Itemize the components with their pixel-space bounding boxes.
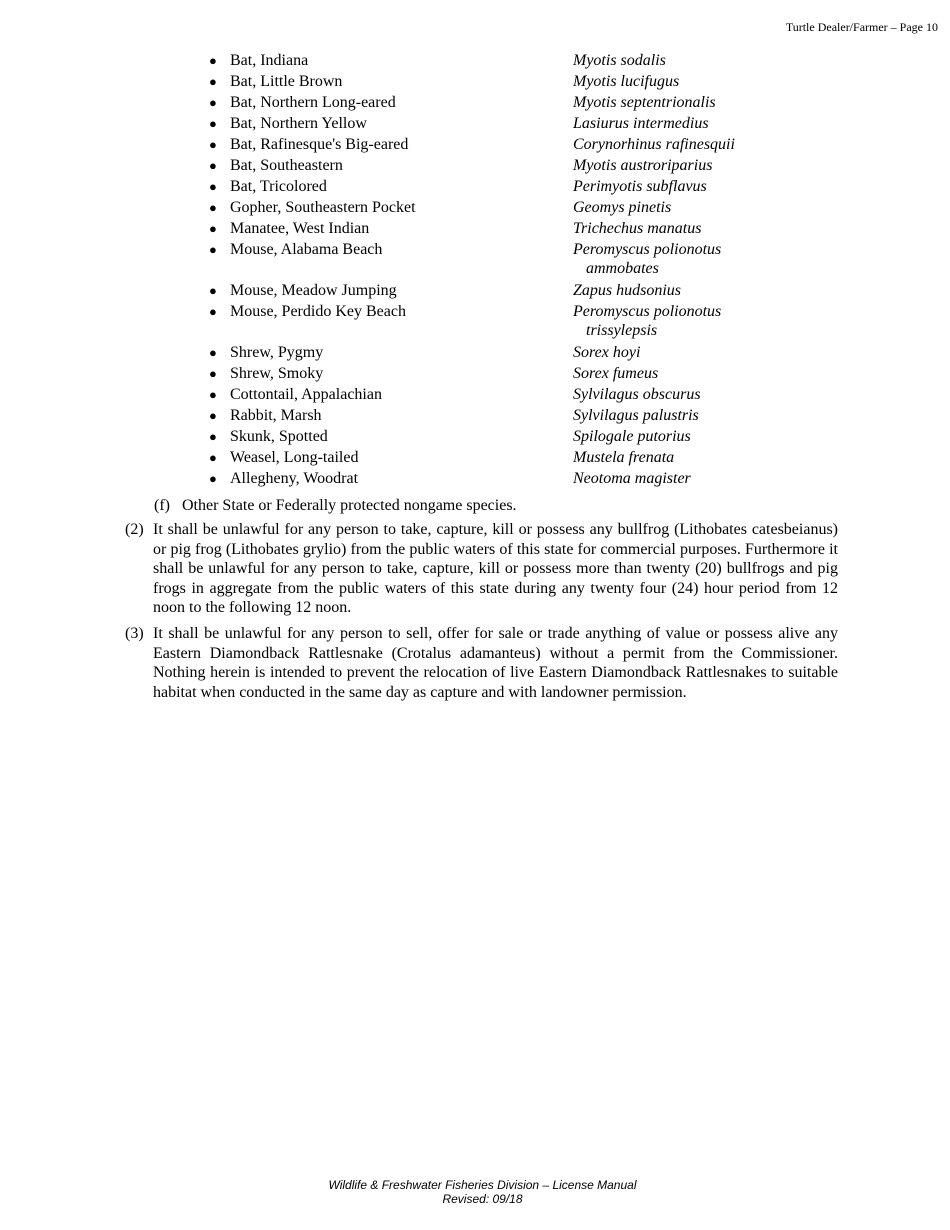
species-common-name: Mouse, Alabama Beach xyxy=(230,241,383,258)
scientific-name-part: Sorex hoyi xyxy=(573,344,641,361)
species-scientific-name xyxy=(573,114,773,133)
species-common-name: Allegheny, Woodrat xyxy=(230,470,359,487)
bullet-icon: ● xyxy=(209,429,217,444)
species-common-name: Bat, Tricolored xyxy=(230,178,327,195)
species-common-name: Shrew, Smoky xyxy=(230,365,324,382)
species-row xyxy=(209,156,829,175)
species-scientific-name xyxy=(573,219,773,238)
species-common-name: Bat, Little Brown xyxy=(230,73,343,90)
species-row xyxy=(209,51,829,70)
bullet-icon: ● xyxy=(209,53,217,68)
species-scientific-name xyxy=(573,156,773,175)
scientific-name-part: Trichechus manatus xyxy=(573,220,702,237)
species-scientific-name xyxy=(573,364,773,383)
bullet-icon: ● xyxy=(209,345,217,360)
bullet-icon: ● xyxy=(209,450,217,465)
bullet-icon: ● xyxy=(209,408,217,423)
species-common-name: Bat, Northern Yellow xyxy=(230,115,367,132)
bullet-icon: ● xyxy=(209,221,217,236)
species-common-name: Gopher, Southeastern Pocket xyxy=(230,199,416,216)
bullet-icon: ● xyxy=(209,283,217,298)
bullet-icon: ● xyxy=(209,242,217,257)
bullet-icon: ● xyxy=(209,116,217,131)
species-row xyxy=(209,469,829,488)
scientific-name-part: Lasiurus intermedius xyxy=(573,115,709,132)
species-row xyxy=(209,177,829,196)
species-row xyxy=(209,240,829,278)
species-scientific-name xyxy=(573,240,773,278)
species-row xyxy=(209,343,829,362)
species-row xyxy=(209,219,829,238)
paragraph-text: It shall be unlawful for any person to take, capture, kill or possess any bullfrog (Lithobates catesbeianus) or pig frog (Lithobates grylio) from the public waters of this state for commercial purposes. Furthermore it shall be unlawful for any person to take, capture, kill or possess more than twenty (20) bullfrogs and pig frogs in aggregate from the public waters of this state during any twenty four (24) hour period from 12 noon to the following 12 noon. xyxy=(153,521,838,616)
species-scientific-name xyxy=(573,177,773,196)
species-scientific-name xyxy=(573,72,773,91)
species-row xyxy=(209,281,829,300)
species-scientific-name xyxy=(573,93,773,112)
species-scientific-name xyxy=(573,469,773,488)
species-row xyxy=(209,93,829,112)
scientific-name-part: Myotis lucifugus xyxy=(573,73,680,90)
species-common-name: Mouse, Perdido Key Beach xyxy=(230,303,406,320)
species-row xyxy=(209,364,829,383)
scientific-name-part: Neotoma magister xyxy=(573,470,691,487)
scientific-name-part: Myotis septentrionalis xyxy=(573,94,716,111)
bullet-icon: ● xyxy=(209,158,217,173)
species-scientific-name xyxy=(573,343,773,362)
species-scientific-name xyxy=(573,448,773,467)
species-common-name: Bat, Southeastern xyxy=(230,157,343,174)
species-scientific-name xyxy=(573,302,773,340)
species-scientific-name xyxy=(573,427,773,446)
scientific-name-part: Zapus hudsonius xyxy=(573,282,682,299)
species-common-name: Manatee, West Indian xyxy=(230,220,370,237)
scientific-name-part: Peromyscus polionotus xyxy=(573,241,722,258)
scientific-name-part: Spilogale putorius xyxy=(573,428,691,445)
scientific-name-part: Mustela frenata xyxy=(573,449,675,466)
species-scientific-name xyxy=(573,198,773,217)
bullet-icon: ● xyxy=(209,304,217,319)
species-scientific-name xyxy=(573,406,773,425)
item-f-label: (f) xyxy=(154,497,170,514)
species-scientific-name xyxy=(573,135,773,154)
paragraph-2 xyxy=(125,520,838,618)
species-row xyxy=(209,406,829,425)
species-row xyxy=(209,448,829,467)
footer-title: Wildlife & Freshwater Fisheries Division – License Manual xyxy=(328,1178,637,1192)
species-common-name: Weasel, Long-tailed xyxy=(230,449,359,466)
species-row xyxy=(209,427,829,446)
scientific-name-part: Corynorhinus rafinesquii xyxy=(573,136,735,153)
scientific-name-part: Sylvilagus obscurus xyxy=(573,386,701,403)
species-row xyxy=(209,302,829,340)
species-scientific-name xyxy=(573,281,773,300)
scientific-name-part: Sylvilagus palustris xyxy=(573,407,699,424)
footer-revision: Revised: 09/18 xyxy=(442,1192,523,1206)
species-common-name: Shrew, Pygmy xyxy=(230,344,324,361)
item-f xyxy=(154,496,517,515)
scientific-name-part: Myotis sodalis xyxy=(573,52,666,69)
species-scientific-name xyxy=(573,51,773,70)
species-row xyxy=(209,114,829,133)
paragraph-number: (2) xyxy=(125,521,144,538)
item-f-text: Other State or Federally protected nongame species. xyxy=(182,497,517,514)
scientific-name-part: Perimyotis subflavus xyxy=(573,178,707,195)
bullet-icon: ● xyxy=(209,200,217,215)
paragraph-number: (3) xyxy=(125,625,144,642)
bullet-icon: ● xyxy=(209,387,217,402)
scientific-name-part: Peromyscus polionotus xyxy=(573,303,722,320)
bullet-icon: ● xyxy=(209,179,217,194)
species-common-name: Bat, Indiana xyxy=(230,52,309,69)
species-row xyxy=(209,198,829,217)
paragraph-text: It shall be unlawful for any person to sell, offer for sale or trade anything of value or possess alive any Eastern Diamondback Rattlesnake (Crotalus adamanteus) without a permit from the Commissioner. Nothing herein is intended to prevent the relocation of live Eastern Diamondback Rattlesnakes to suitable habitat when conducted in the same day as capture and with landowner permission. xyxy=(153,625,838,701)
bullet-icon: ● xyxy=(209,471,217,486)
paragraph-3 xyxy=(125,624,838,702)
scientific-name-part: Myotis austroriparius xyxy=(573,157,713,174)
page-header: Turtle Dealer/Farmer – Page 10 xyxy=(785,20,938,34)
bullet-icon: ● xyxy=(209,366,217,381)
bullet-icon: ● xyxy=(209,137,217,152)
species-common-name: Rabbit, Marsh xyxy=(230,407,322,424)
scientific-name-part: ammobates xyxy=(586,260,659,277)
species-common-name: Skunk, Spotted xyxy=(230,428,328,445)
species-common-name: Bat, Rafinesque's Big-eared xyxy=(230,136,409,153)
species-common-name: Mouse, Meadow Jumping xyxy=(230,282,397,299)
species-row xyxy=(209,385,829,404)
species-common-name: Cottontail, Appalachian xyxy=(230,386,382,403)
scientific-name-part: Geomys pinetis xyxy=(573,199,672,216)
species-common-name: Bat, Northern Long-eared xyxy=(230,94,396,111)
scientific-name-part: Sorex fumeus xyxy=(573,365,659,382)
species-row xyxy=(209,72,829,91)
bullet-icon: ● xyxy=(209,74,217,89)
species-row xyxy=(209,135,829,154)
page-footer xyxy=(0,1178,950,1206)
bullet-icon: ● xyxy=(209,95,217,110)
species-scientific-name xyxy=(573,385,773,404)
species-list xyxy=(209,51,829,490)
scientific-name-part: trissylepsis xyxy=(586,322,658,339)
